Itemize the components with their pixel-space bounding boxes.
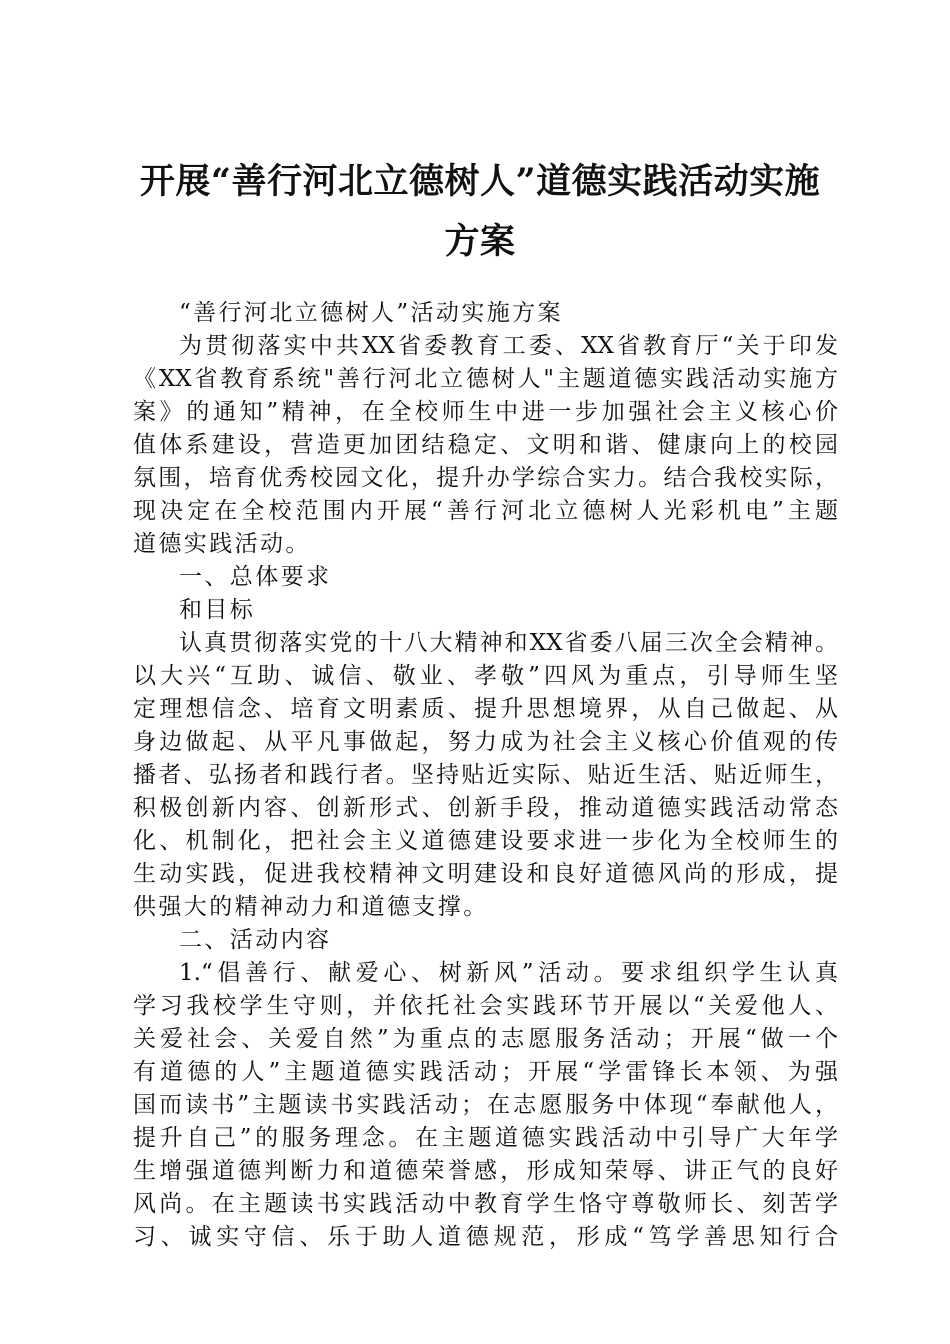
text-line: 供强大的精神动力和道德支撑。	[133, 894, 489, 920]
subtitle-line: “善行河北立德树人”活动实施方案	[179, 300, 563, 326]
text-line: 值体系建设，营造更加团结稳定、文明和谐、健康向上的校园	[133, 432, 838, 458]
text-line: 《XX省教育系统"善行河北立德树人"主题道德实践活动实施方	[133, 366, 838, 392]
text-line: 1.“倡善行、献爱心、树新风”活动。要求组织学生认真	[179, 960, 838, 986]
text-line: 道德实践活动。	[133, 531, 311, 557]
text-line: 风尚。在主题读书实践活动中教育学生恪守尊敬师长、刻苦学	[133, 1191, 838, 1217]
text-line: 学习我校学生守则，并依托社会实践环节开展以“关爱他人、	[133, 993, 838, 1019]
text-line: 播者、弘扬者和践行者。坚持贴近实际、贴近生活、贴近师生，	[133, 762, 838, 788]
text-line: 身边做起、从平凡事做起，努力成为社会主义核心价值观的传	[133, 729, 838, 755]
text-line: 化、机制化，把社会主义道德建设要求进一步化为全校师生的	[133, 828, 838, 854]
text-line: 积极创新内容、创新形式、创新手段，推动道德实践活动常态	[133, 795, 838, 821]
section-heading: 一、总体要求	[179, 564, 332, 590]
text-line: 为贯彻落实中共XX省委教育工委、XX省教育厅“关于印发	[179, 333, 838, 359]
text-line: 案》的通知”精神，在全校师生中进一步加强社会主义核心价	[133, 399, 838, 425]
section-heading: 二、活动内容	[179, 927, 332, 953]
text-line: 生增强道德判断力和道德荣誉感，形成知荣辱、讲正气的良好	[133, 1158, 838, 1184]
text-line: 提升自己”的服务理念。在主题道德实践活动中引导广大年学	[133, 1125, 838, 1151]
section-heading-continued: 和目标	[179, 597, 256, 623]
document-body	[133, 297, 838, 1254]
text-line: 习、诚实守信、乐于助人道德规范，形成“笃学善思知行合	[133, 1224, 838, 1250]
document-title-line-2: 方案	[444, 221, 516, 262]
text-line: 关爱社会、关爱自然”为重点的志愿服务活动；开展“做一个	[133, 1026, 838, 1052]
text-line: 以大兴“互助、诚信、敬业、孝敬”四风为重点，引导师生坚	[133, 663, 838, 689]
text-line: 认真贯彻落实党的十八大精神和XX省委八届三次全会精神。	[179, 630, 838, 656]
text-line: 氛围，培育优秀校园文化，提升办学综合实力。结合我校实际，	[133, 465, 838, 491]
document-title-line-1: 开展“善行河北立德树人”道德实践活动实施	[139, 161, 821, 202]
text-line: 生动实践，促进我校精神文明建设和良好道德风尚的形成，提	[133, 861, 838, 887]
text-line: 定理想信念、培育文明素质、提升思想境界，从自己做起、从	[133, 696, 838, 722]
text-line: 国而读书”主题读书实践活动；在志愿服务中体现“奉献他人，	[133, 1092, 838, 1118]
text-line: 现决定在全校范围内开展“善行河北立德树人光彩机电”主题	[133, 498, 838, 524]
text-line: 有道德的人”主题道德实践活动；开展“学雷锋长本领、为强	[133, 1059, 838, 1085]
